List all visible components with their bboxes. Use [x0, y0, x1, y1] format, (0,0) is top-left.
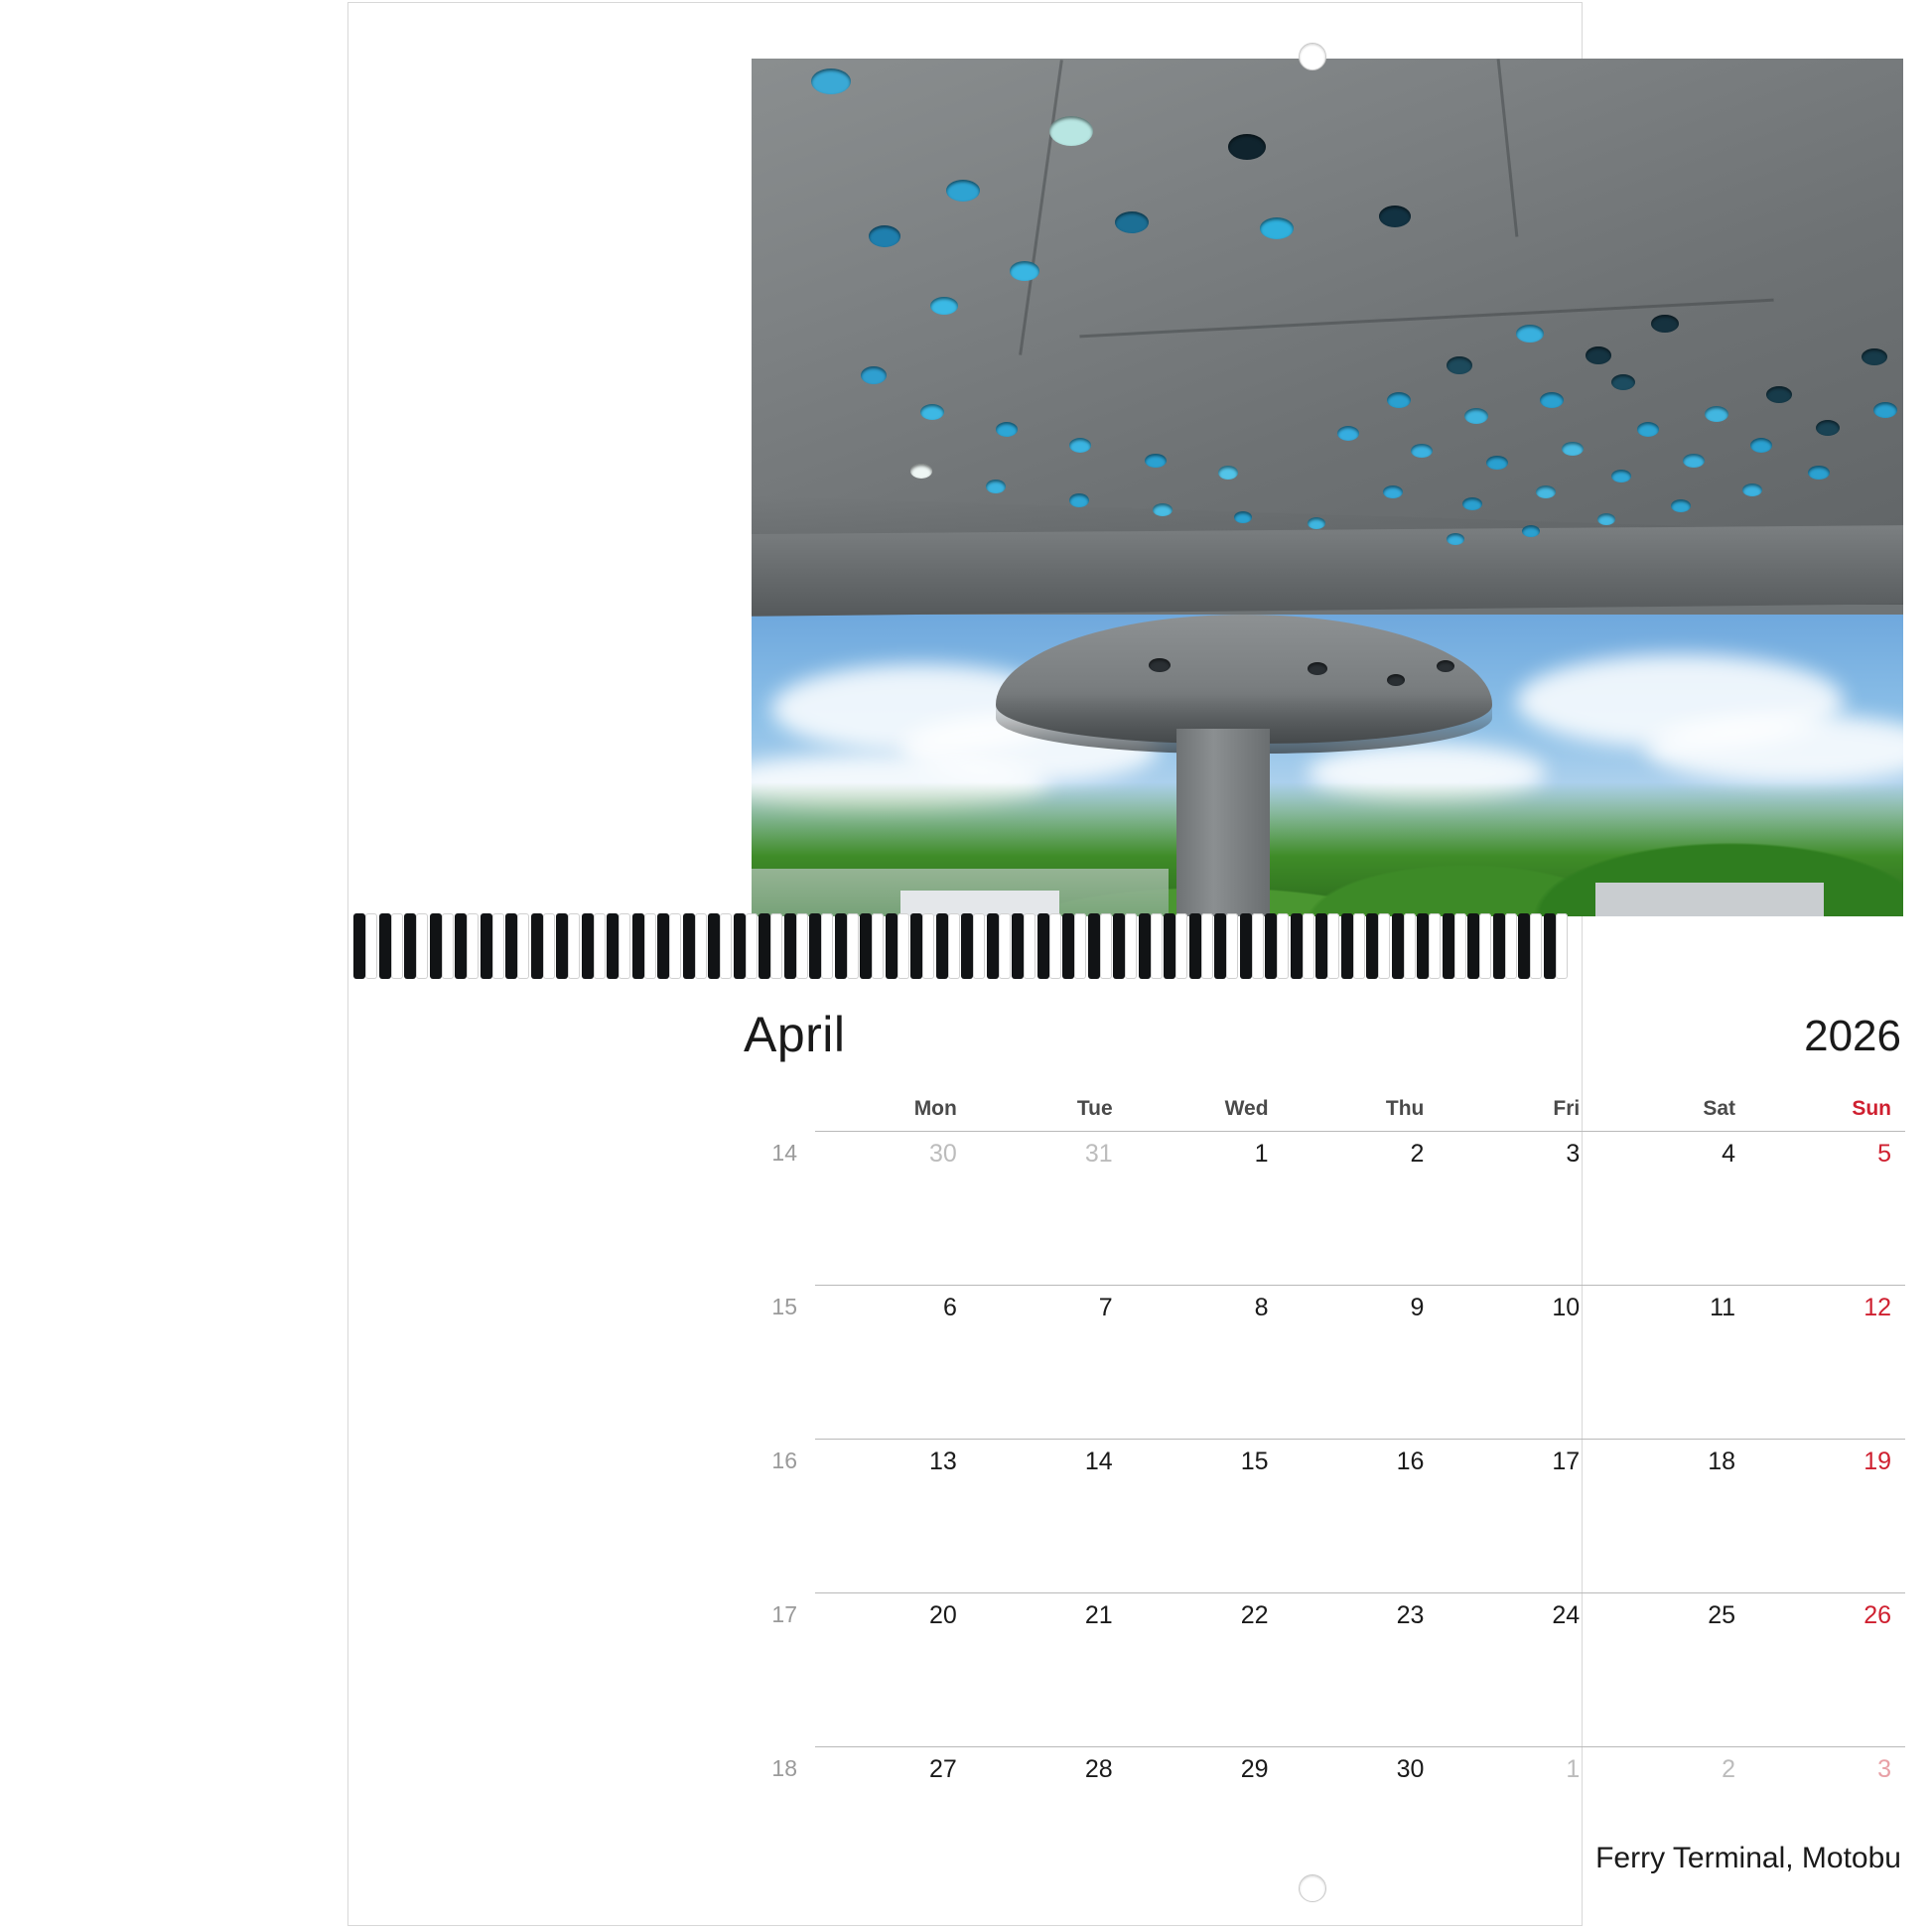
skylight-hole [1145, 454, 1167, 468]
binding-coil [886, 913, 897, 979]
binding-coil-gap [594, 913, 606, 979]
binding-coil-gap [568, 913, 580, 979]
weekday-thu: Thu [1385, 1097, 1425, 1120]
day-cell[interactable]: 27 [815, 1747, 971, 1901]
binding-coil-gap [1201, 913, 1213, 979]
binding-coil [1037, 913, 1049, 979]
skylight-hole [946, 180, 980, 202]
week-number: 15 [771, 1293, 797, 1319]
binding-coil [759, 913, 770, 979]
skylight-hole [1611, 374, 1635, 390]
concrete-slab [752, 59, 1903, 605]
binding-coil [657, 913, 669, 979]
binding-coil [632, 913, 644, 979]
skylight-hole [1115, 211, 1149, 233]
skylight-hole [1218, 466, 1238, 480]
day-cell[interactable]: 28 [971, 1747, 1127, 1901]
weekday-tue: Tue [1076, 1097, 1113, 1120]
binding-coil [683, 913, 695, 979]
week-number-header [736, 1097, 815, 1132]
skylight-hole [930, 297, 958, 315]
skylight-hole [1705, 406, 1728, 422]
binding-coil-gap [1100, 913, 1112, 979]
weekday-sat: Sat [1703, 1097, 1736, 1120]
spiral-binding [353, 913, 1577, 983]
binding-coil-gap [1505, 913, 1517, 979]
week-row [736, 1286, 1905, 1440]
day-cell[interactable]: 2 [1593, 1747, 1749, 1901]
skylight-hole [1586, 346, 1611, 364]
binding-coil [1518, 913, 1530, 979]
day-cell[interactable]: 23 [1283, 1593, 1439, 1747]
binding-coil [1088, 913, 1100, 979]
skylight-hole [1462, 497, 1482, 510]
skylight-hole [1464, 408, 1488, 424]
binding-coil-gap [746, 913, 758, 979]
binding-coil-gap [796, 913, 808, 979]
binding-coil [1467, 913, 1479, 979]
skylight-hole [1862, 348, 1887, 365]
binding-coil-gap [669, 913, 681, 979]
week-row [736, 1440, 1905, 1593]
binding-coil [1443, 913, 1454, 979]
calendar-photo [752, 59, 1903, 916]
skylight-hole [1611, 470, 1631, 483]
day-cell[interactable]: 15 [1127, 1440, 1283, 1593]
binding-coil [505, 913, 517, 979]
weekday-mon: Mon [913, 1097, 957, 1120]
day-cell[interactable]: 6 [815, 1286, 971, 1440]
binding-coil [1113, 913, 1125, 979]
binding-coil-gap [872, 913, 884, 979]
skylight-hole [1536, 485, 1556, 498]
skylight-hole [1387, 674, 1405, 686]
day-cell[interactable]: 21 [971, 1593, 1127, 1747]
skylight-hole [1816, 420, 1840, 436]
week-number: 14 [771, 1139, 797, 1166]
binding-coil [1315, 913, 1327, 979]
binding-coil [455, 913, 467, 979]
skylight-hole [1750, 438, 1772, 453]
binding-coil-gap [1454, 913, 1466, 979]
skylight-hole [910, 464, 932, 479]
skylight-hole [1069, 493, 1089, 507]
binding-coil [353, 913, 365, 979]
binding-coil [1012, 913, 1024, 979]
skylight-hole [1010, 261, 1039, 281]
binding-coil-gap [391, 913, 403, 979]
binding-coil-gap [517, 913, 529, 979]
weekday-sun: Sun [1852, 1097, 1891, 1120]
skylight-hole [1308, 662, 1327, 675]
day-cell[interactable]: 5 [1749, 1132, 1905, 1286]
day-cell[interactable]: 24 [1438, 1593, 1593, 1747]
slab-edge [752, 525, 1903, 617]
day-cell[interactable]: 26 [1749, 1593, 1905, 1747]
skylight-hole [1486, 456, 1508, 470]
week-row [736, 1132, 1905, 1286]
skylight-hole [1379, 206, 1411, 227]
photo-caption: Ferry Terminal, Motobu [1595, 1842, 1901, 1874]
day-cell[interactable]: 30 [1283, 1747, 1439, 1901]
skylight-hole [1383, 485, 1403, 498]
skylight-hole [1387, 392, 1411, 408]
day-cell[interactable]: 18 [1593, 1440, 1749, 1593]
binding-coil-gap [416, 913, 428, 979]
binding-coil-gap [922, 913, 934, 979]
photo-image [752, 59, 1903, 916]
binding-coil-gap [543, 913, 555, 979]
skylight-hole [1597, 513, 1615, 525]
binding-coil-gap [1074, 913, 1086, 979]
binding-coil-gap [442, 913, 454, 979]
skylight-hole [1447, 356, 1472, 374]
binding-coil-gap [897, 913, 909, 979]
day-cell[interactable]: 12 [1749, 1286, 1905, 1440]
binding-coil [1240, 913, 1252, 979]
skylight-hole [811, 69, 851, 94]
binding-coil [556, 913, 568, 979]
binding-coil-gap [1277, 913, 1289, 979]
binding-coil-gap [365, 913, 377, 979]
binding-coil-gap [1353, 913, 1365, 979]
binding-coil-gap [1327, 913, 1339, 979]
binding-coil [734, 913, 746, 979]
day-cell[interactable]: 11 [1593, 1286, 1749, 1440]
binding-coil [1417, 913, 1429, 979]
day-cell[interactable]: 16 [1283, 1440, 1439, 1593]
day-cell[interactable]: 17 [1438, 1440, 1593, 1593]
calendar-grid [736, 1006, 1905, 1874]
day-cell[interactable]: 3 [1749, 1747, 1905, 1901]
month-table [736, 1097, 1905, 1900]
binding-coil-gap [1556, 913, 1568, 979]
binding-coil [582, 913, 594, 979]
binding-coil [1493, 913, 1505, 979]
binding-coil-gap [973, 913, 985, 979]
binding-coil [1265, 913, 1277, 979]
binding-coil-gap [1252, 913, 1264, 979]
binding-coil-gap [1226, 913, 1238, 979]
day-cell[interactable]: 29 [1127, 1747, 1283, 1901]
skylight-hole [1540, 392, 1564, 408]
binding-coil-gap [948, 913, 960, 979]
skylight-hole [1228, 134, 1266, 160]
day-cell[interactable]: 2 [1283, 1132, 1439, 1286]
binding-coil-gap [770, 913, 782, 979]
day-cell[interactable]: 3 [1438, 1132, 1593, 1286]
day-cell[interactable]: 1 [1438, 1747, 1593, 1901]
binding-coil-gap [467, 913, 479, 979]
building [1595, 883, 1824, 916]
skylight-hole [1873, 402, 1897, 418]
binding-coil-gap [644, 913, 656, 979]
binding-coil [835, 913, 847, 979]
binding-coil-gap [695, 913, 707, 979]
calendar-header [736, 1006, 1905, 1075]
day-cell[interactable]: 13 [815, 1440, 971, 1593]
month-label: April [744, 1007, 846, 1062]
day-cell[interactable]: 14 [971, 1440, 1127, 1593]
binding-coil [961, 913, 973, 979]
week-number: 16 [771, 1447, 797, 1473]
binding-coil-gap [720, 913, 732, 979]
skylight-hole [1437, 660, 1454, 672]
skylight-hole [1742, 483, 1762, 496]
weekday-fri: Fri [1553, 1097, 1581, 1120]
day-cell[interactable]: 19 [1749, 1440, 1905, 1593]
day-cell[interactable]: 7 [971, 1286, 1127, 1440]
skylight-hole [1516, 325, 1544, 343]
skylight-hole [1683, 454, 1705, 468]
binding-coil [1139, 913, 1151, 979]
skylight-hole [1671, 499, 1691, 512]
day-cell[interactable]: 31 [971, 1132, 1127, 1286]
skylight-hole [1149, 658, 1171, 672]
binding-coil [531, 913, 543, 979]
binding-coil [936, 913, 948, 979]
skylight-hole [869, 225, 900, 247]
binding-coil [708, 913, 720, 979]
skylight-hole [1766, 386, 1792, 403]
binding-coil-gap [847, 913, 859, 979]
binding-coil-gap [1429, 913, 1441, 979]
binding-coil-gap [1530, 913, 1542, 979]
day-cell[interactable]: 25 [1593, 1593, 1749, 1747]
binding-coil-gap [1175, 913, 1187, 979]
skylight-hole [920, 404, 944, 420]
skylight-hole [1411, 444, 1433, 458]
concrete-column [1176, 729, 1270, 916]
binding-coil [809, 913, 821, 979]
binding-coil-gap [999, 913, 1011, 979]
binding-coil [1341, 913, 1353, 979]
binding-coil-gap [619, 913, 630, 979]
skylight-hole [1260, 217, 1294, 239]
binding-coil [987, 913, 999, 979]
skylight-hole [1234, 511, 1252, 523]
binding-coil [910, 913, 922, 979]
day-cell[interactable]: 9 [1283, 1286, 1439, 1440]
binding-coil [607, 913, 619, 979]
day-cell[interactable]: 4 [1593, 1132, 1749, 1286]
binding-coil [1544, 913, 1556, 979]
binding-coil-gap [1378, 913, 1390, 979]
binding-coil [1189, 913, 1201, 979]
binding-coil-gap [1151, 913, 1163, 979]
skylight-hole [1447, 533, 1464, 545]
skylight-hole [1069, 438, 1091, 453]
year-label: 2026 [1804, 1012, 1901, 1060]
week-row [736, 1747, 1905, 1901]
week-number: 17 [771, 1600, 797, 1627]
binding-coil [1214, 913, 1226, 979]
binding-coil [1291, 913, 1303, 979]
binding-coil-gap [1303, 913, 1314, 979]
binding-coil [860, 913, 872, 979]
skylight-hole [1308, 517, 1325, 529]
skylight-hole [1049, 116, 1093, 146]
binding-coil-gap [1479, 913, 1491, 979]
binding-coil [1392, 913, 1404, 979]
skylight-hole [861, 366, 887, 384]
skylight-hole [1808, 466, 1830, 480]
binding-coil-gap [1125, 913, 1137, 979]
binding-coil [481, 913, 492, 979]
binding-coil [404, 913, 416, 979]
binding-coil [784, 913, 796, 979]
day-cell[interactable]: 10 [1438, 1286, 1593, 1440]
day-cell[interactable]: 8 [1127, 1286, 1283, 1440]
skylight-hole [1337, 426, 1359, 441]
binding-coil [430, 913, 442, 979]
binder-hole-top [1299, 43, 1326, 70]
skylight-hole [986, 480, 1006, 493]
skylight-hole [1562, 442, 1584, 456]
skylight-hole [1651, 315, 1679, 333]
binding-coil [1164, 913, 1175, 979]
day-cell[interactable]: 22 [1127, 1593, 1283, 1747]
day-cell[interactable]: 1 [1127, 1132, 1283, 1286]
day-cell[interactable]: 30 [815, 1132, 971, 1286]
skylight-hole [1522, 525, 1540, 537]
binding-coil-gap [821, 913, 833, 979]
skylight-hole [996, 422, 1018, 437]
weekday-header-row [736, 1097, 1905, 1132]
week-row [736, 1593, 1905, 1747]
skylight-hole [1153, 503, 1173, 516]
week-number: 18 [771, 1754, 797, 1781]
binding-coil-gap [1024, 913, 1035, 979]
binding-coil [379, 913, 391, 979]
binding-coil [1062, 913, 1074, 979]
skylight-hole [1637, 422, 1659, 437]
day-cell[interactable]: 20 [815, 1593, 971, 1747]
weekday-wed: Wed [1224, 1097, 1269, 1120]
binding-coil-gap [1404, 913, 1416, 979]
binding-coil [1366, 913, 1378, 979]
binding-coil-gap [1049, 913, 1061, 979]
binding-coil-gap [492, 913, 504, 979]
